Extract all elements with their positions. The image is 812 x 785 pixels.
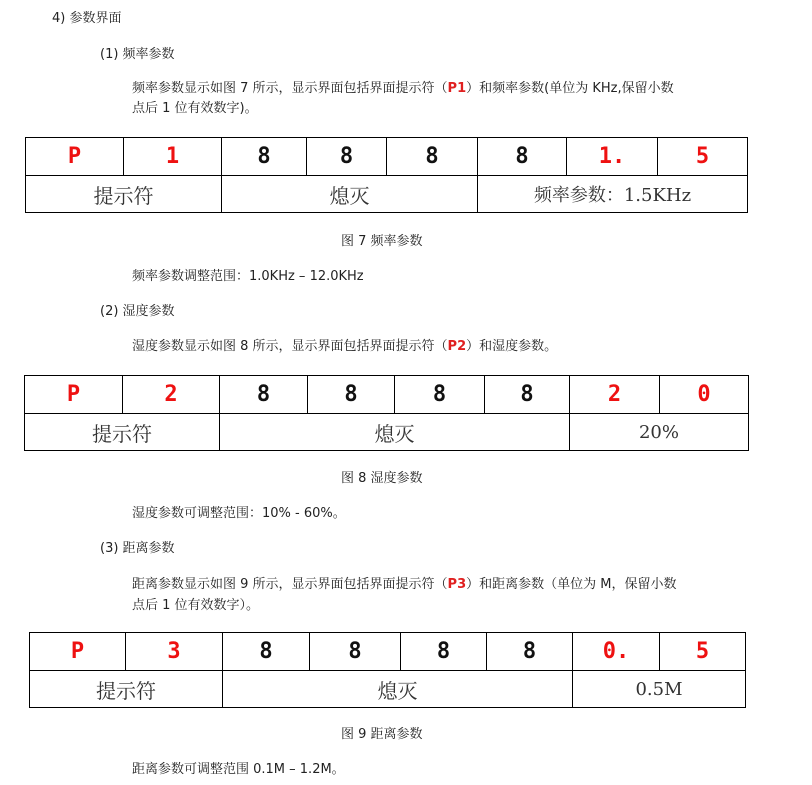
section-heading: 4) 参数界面 <box>52 11 122 26</box>
subsection-title-distance: (3) 距离参数 <box>100 541 175 556</box>
frequency-display-table <box>25 137 748 213</box>
digit-cell: P <box>25 376 123 414</box>
humidity-description-line1 <box>132 338 557 356</box>
frequency-description-line2: 点后 1 位有效数字)。 <box>132 101 258 116</box>
digit-cell: 3 <box>126 633 223 671</box>
label-off: 熄灭 <box>222 176 478 213</box>
label-row <box>26 176 748 213</box>
digit-cell: 8 <box>222 138 307 176</box>
desc-text: ）和频率参数(单位为 KHz,保留小数 <box>466 81 674 96</box>
label-value: 20% <box>570 414 749 451</box>
digit-cell: 8 <box>401 633 487 671</box>
digit-cell: 2 <box>123 376 220 414</box>
prompt-code: P3 <box>447 577 467 592</box>
label-value: 0.5M <box>573 671 746 708</box>
label-prompt: 提示符 <box>26 176 222 213</box>
desc-text: 频率参数显示如图 7 所示，显示界面包括界面提示符（ <box>132 81 448 96</box>
frequency-range: 频率参数调整范围：1.0KHz – 12.0KHz <box>132 269 364 284</box>
subsection-title-frequency: (1) 频率参数 <box>100 47 175 62</box>
digit-row <box>25 376 749 414</box>
prompt-code: P2 <box>447 339 467 354</box>
label-row <box>30 671 746 708</box>
digit-cell: 8 <box>485 376 570 414</box>
label-value: 频率参数：1.5KHz <box>478 176 748 213</box>
figure-caption-7: 图 7 频率参数 <box>341 234 423 249</box>
desc-text: ）和距离参数（单位为 M，保留小数 <box>466 577 677 592</box>
frequency-description-line1 <box>132 80 674 98</box>
digit-row <box>30 633 746 671</box>
label-off: 熄灭 <box>223 671 573 708</box>
label-off: 熄灭 <box>220 414 570 451</box>
figure-caption-8: 图 8 湿度参数 <box>341 471 423 486</box>
digit-cell: P <box>30 633 126 671</box>
digit-cell: 8 <box>478 138 567 176</box>
label-row <box>25 414 749 451</box>
distance-range: 距离参数可调整范围 0.1M – 1.2M。 <box>132 762 345 777</box>
digit-cell: 8 <box>395 376 485 414</box>
distance-display-table <box>29 632 746 708</box>
digit-cell: 0 <box>660 376 749 414</box>
desc-text: ）和湿度参数。 <box>466 339 558 354</box>
digit-cell: 8 <box>308 376 395 414</box>
digit-cell: 2 <box>570 376 660 414</box>
digit-cell: 8 <box>223 633 310 671</box>
humidity-range: 湿度参数可调整范围：10% - 60%。 <box>132 506 346 521</box>
distance-description-line2: 点后 1 位有效数字）。 <box>132 598 260 613</box>
subsection-title-humidity: (2) 湿度参数 <box>100 304 175 319</box>
digit-cell: 5 <box>660 633 746 671</box>
digit-cell: 5 <box>658 138 748 176</box>
digit-cell: P <box>26 138 124 176</box>
desc-text: 距离参数显示如图 9 所示，显示界面包括界面提示符（ <box>132 577 448 592</box>
figure-caption-9: 图 9 距离参数 <box>341 727 423 742</box>
digit-cell: 0. <box>573 633 660 671</box>
digit-cell: 8 <box>387 138 478 176</box>
digit-cell: 1 <box>124 138 222 176</box>
distance-description-line1 <box>132 576 676 594</box>
digit-cell: 1. <box>567 138 658 176</box>
label-prompt: 提示符 <box>25 414 220 451</box>
digit-cell: 8 <box>487 633 573 671</box>
digit-cell: 8 <box>307 138 387 176</box>
prompt-code: P1 <box>447 81 467 96</box>
digit-cell: 8 <box>220 376 308 414</box>
digit-cell: 8 <box>310 633 401 671</box>
desc-text: 湿度参数显示如图 8 所示，显示界面包括界面提示符（ <box>132 339 448 354</box>
digit-row <box>26 138 748 176</box>
humidity-display-table <box>24 375 749 451</box>
label-prompt: 提示符 <box>30 671 223 708</box>
